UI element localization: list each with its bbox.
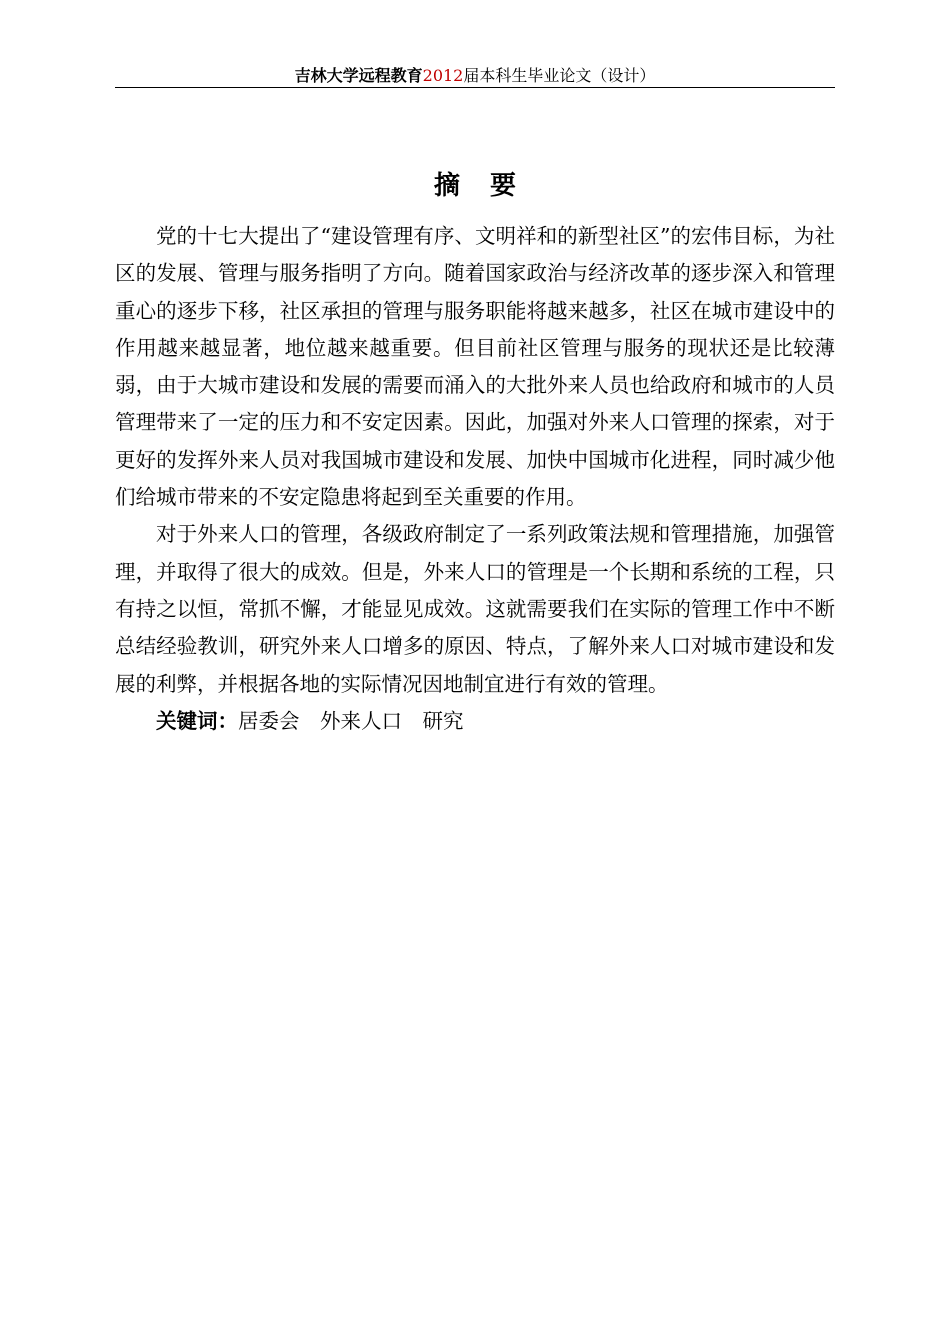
- abstract-paragraph-1: 党的十七大提出了“建设管理有序、文明祥和的新型社区”的宏伟目标，为社区的发展、管理与服务指明了方向。随着国家政治与经济改革的逐步深入和管理重心的逐步下移，社区承担的管理与服务职能将越来越多，社区在城市建设中的作用越来越显著，地位越来越重要。但目前社区管理与服务的现状还是比较薄弱，由于大城市建设和发展的需要而涌入的大批外来人员也给政府和城市的人员管理带来了一定的压力和不安定因素。因此，加强对外来人口管理的探索，对于更好的发挥外来人员对我国城市建设和发展、加快中国城市化进程，同时减少他们给城市带来的不安定隐患将起到至关重要的作用。: [115, 224, 835, 510]
- keywords-label: 关键词：: [156, 708, 238, 733]
- abstract-title: 摘要: [433, 171, 546, 201]
- abstract-body: [115, 218, 835, 740]
- keyword-item: 居委会: [238, 708, 300, 733]
- keywords-line: [115, 703, 835, 740]
- header-rule: [115, 87, 835, 88]
- header-year: 2012: [422, 66, 464, 85]
- keyword-item: 研究: [422, 708, 464, 733]
- header-suffix: 届本科生毕业论文（设计）: [463, 66, 656, 85]
- keyword-item: 外来人口: [320, 708, 402, 733]
- header-school: 吉林大学远程教育: [294, 66, 423, 85]
- page-header: [115, 64, 835, 88]
- abstract-paragraph-2: 对于外来人口的管理，各级政府制定了一系列政策法规和管理措施，加强管理，并取得了很大的成效。但是，外来人口的管理是一个长期和系统的工程，只有持之以恒，常抓不懈，才能显见成效。这就需要我们在实际的管理工作中不断总结经验教训，研究外来人口增多的原因、特点，了解外来人口对城市建设和发展的利弊，并根据各地的实际情况因地制宜进行有效的管理。: [115, 522, 835, 696]
